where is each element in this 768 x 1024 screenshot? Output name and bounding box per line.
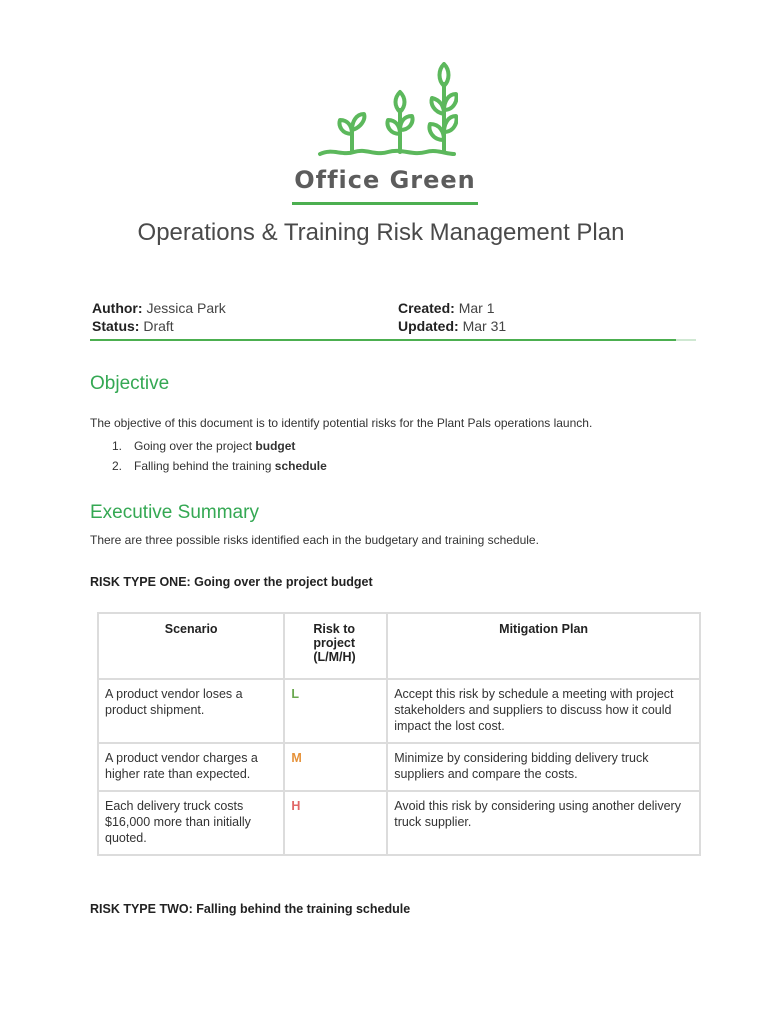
author-label: Author: — [92, 300, 143, 316]
list-text: Going over the project — [134, 439, 256, 453]
status-value: Draft — [143, 318, 174, 334]
mitigation-cell: Avoid this risk by considering using another delivery truck supplier. — [387, 791, 700, 855]
brand-underline — [292, 202, 478, 205]
updated-value: Mar 31 — [462, 318, 507, 334]
risk-level: M — [291, 751, 302, 765]
scenario-cell: Each delivery truck costs $16,000 more than initially quoted. — [98, 791, 284, 855]
risk-level: L — [291, 687, 299, 701]
updated-label: Updated: — [398, 318, 459, 334]
created-line — [398, 299, 494, 317]
brand-logo — [290, 62, 480, 208]
list-bold: schedule — [274, 459, 327, 473]
mitigation-cell: Accept this risk by schedule a meeting with project stakeholders and suppliers to discuss how it could impact the lost cost. — [387, 679, 700, 743]
scenario-cell: A product vendor loses a product shipment. — [98, 679, 284, 743]
objective-heading: Objective — [90, 373, 170, 394]
list-text: Falling behind the training — [134, 459, 275, 473]
risk-level-cell — [284, 743, 387, 791]
list-item — [112, 459, 327, 473]
mitigation-cell: Minimize by considering bidding delivery truck suppliers and compare the costs. — [387, 743, 700, 791]
risk-level-cell — [284, 679, 387, 743]
list-number: 2. — [112, 459, 123, 473]
created-label: Created: — [398, 300, 455, 316]
author-value: Jessica Park — [146, 300, 226, 316]
status-line — [92, 317, 174, 335]
brand-name: Office Green — [294, 166, 476, 194]
risk-table — [97, 612, 701, 856]
table-row — [98, 743, 700, 791]
list-item — [112, 439, 295, 453]
column-header-scenario: Scenario — [98, 613, 284, 679]
risk-type-two-heading: RISK TYPE TWO: Falling behind the training schedule — [90, 902, 411, 916]
risk-level: H — [291, 799, 301, 813]
table-header-row — [98, 613, 700, 679]
created-value: Mar 1 — [458, 300, 495, 316]
list-number: 1. — [112, 439, 123, 453]
document-title: Operations & Training Risk Management Plan — [137, 219, 625, 246]
risk-level-cell — [284, 791, 387, 855]
list-bold: budget — [255, 439, 296, 453]
status-label: Status: — [92, 318, 140, 334]
updated-line — [398, 317, 506, 335]
executive-summary-heading: Executive Summary — [90, 502, 259, 523]
author-line — [92, 299, 226, 317]
column-header-risk: Risk to project (L/M/H) — [284, 613, 387, 679]
table-row — [98, 791, 700, 855]
plant-sprouts-icon — [312, 62, 458, 160]
meta-divider — [90, 339, 696, 341]
table-row — [98, 679, 700, 743]
column-header-mitigation: Mitigation Plan — [387, 613, 700, 679]
objective-intro: The objective of this document is to identify potential risks for the Plant Pals operations launch. — [90, 416, 593, 430]
risk-type-one-heading: RISK TYPE ONE: Going over the project budget — [90, 575, 373, 589]
executive-summary-intro: There are three possible risks identified each in the budgetary and training schedule. — [90, 533, 539, 547]
scenario-cell: A product vendor charges a higher rate than expected. — [98, 743, 284, 791]
